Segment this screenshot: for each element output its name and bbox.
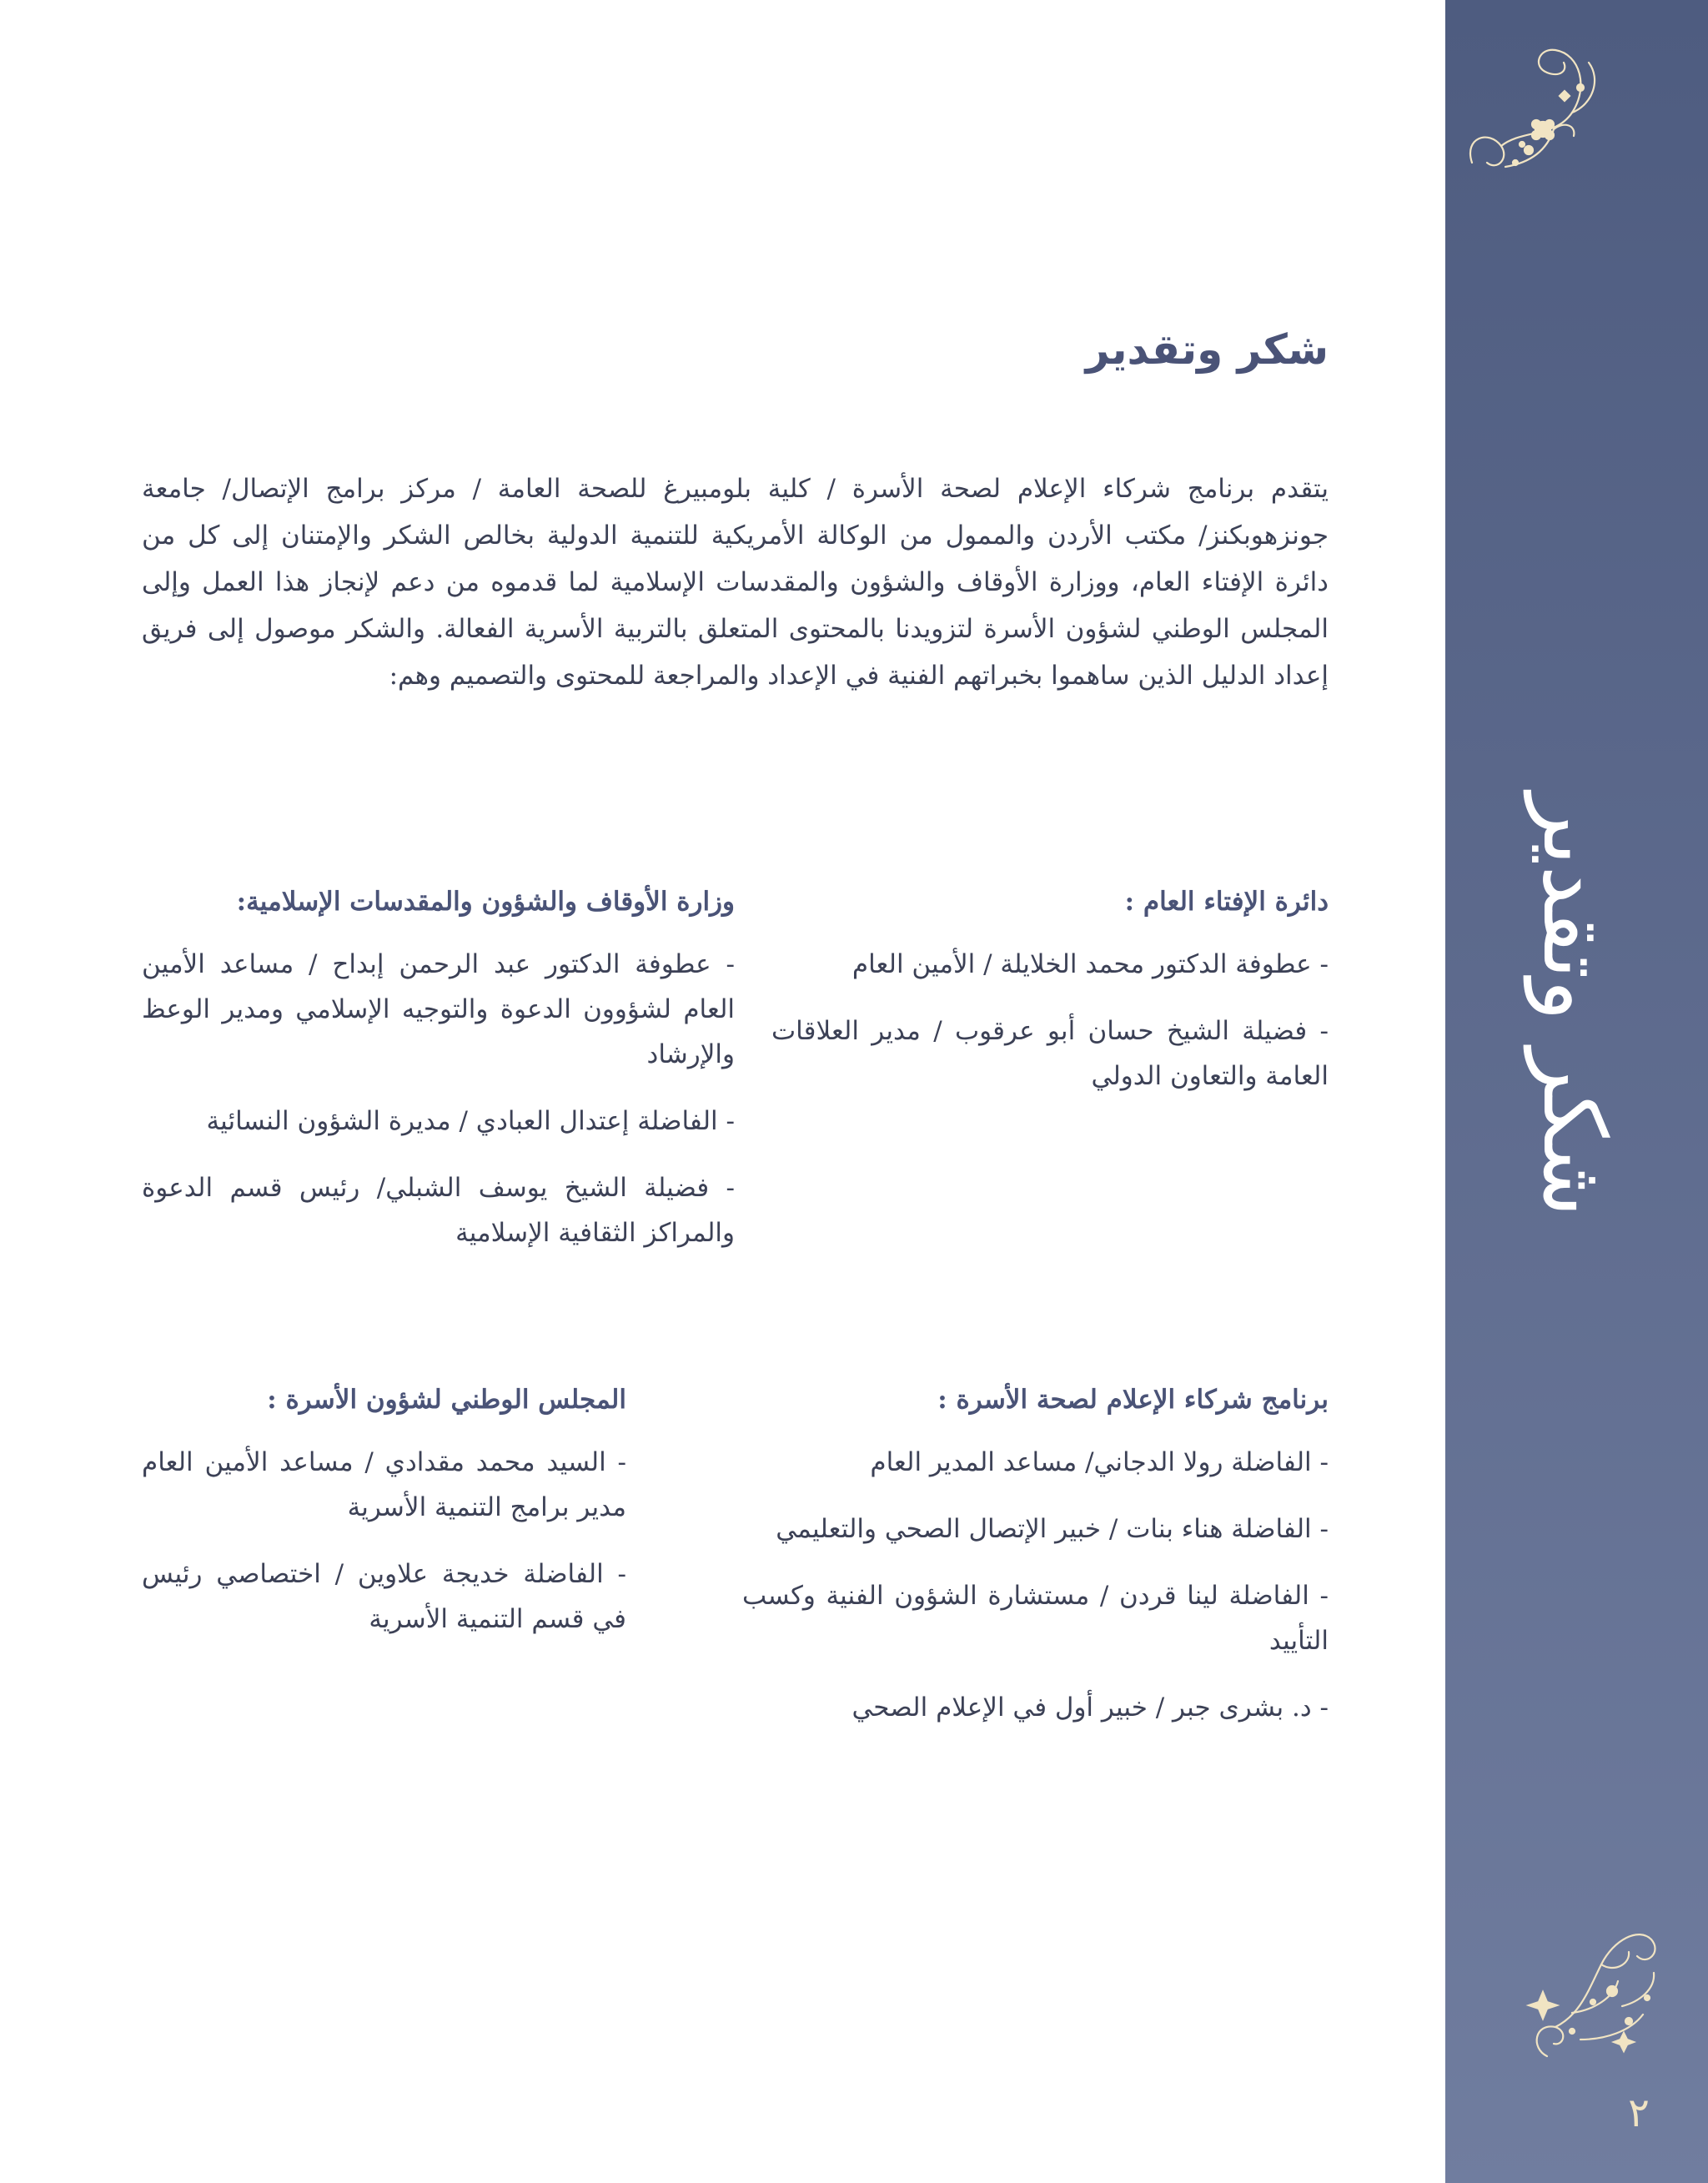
list-item: - الفاضلة هناء بنات / خبير الإتصال الصحي والتعليمي xyxy=(776,1514,1329,1544)
list-item: - الفاضلة خديجة علاوين / اختصاصي رئيس في قسم التنمية الأسرية xyxy=(142,1559,626,1634)
list-item: - السيد محمد مقدادي / مساعد الأمين العام مدير برامج التنمية الأسرية xyxy=(142,1447,626,1522)
list-item: - فضيلة الشيخ حسان أبو عرقوب / مدير العلاقات العامة والتعاون الدولي xyxy=(771,1016,1329,1091)
section-awqaf-ministry xyxy=(142,880,735,1277)
section-media-partners-program xyxy=(742,1378,1329,1752)
section-heading: دائرة الإفتاء العام : xyxy=(1124,887,1329,917)
section-heading: المجلس الوطني لشؤون الأسرة : xyxy=(267,1385,626,1415)
intro-paragraph: يتقدم برنامج شركاء الإعلام لصحة الأسرة / كلية بلومبيرغ للصحة العامة / مركز برامج الإتصال/ جامعة جونزهوبكنز/ مكتب الأردن والممول من الوكالة الأمريكية للتنمية الدولية بخالص الشكر والإمتنان إلى كل من دائرة الإفتاء العام، ووزارة الأوقاف والشؤون والمقدسات الإسلامية لما قدموه من دعم لإنجاز هذا العمل وإلى المجلس الوطني لشؤون الأسرة لتزويدنا بالمحتوى المتعلق بالتربية الأسرية الفعالة. والشكر موصول إلى فريق إعداد الدليل الذين ساهموا بخبراتهم الفنية في الإعداد والمراجعة للمحتوى والتصميم وهم: xyxy=(142,474,1329,691)
sidebar-vertical-title: شكر وتقدير xyxy=(1524,793,1625,1217)
floral-ornament-bottom-icon xyxy=(1522,1914,1668,2065)
page-number: ٢ xyxy=(1628,2090,1650,2136)
section-heading: وزارة الأوقاف والشؤون والمقدسات الإسلامية: xyxy=(236,887,735,917)
list-item: - د. بشرى جبر / خبير أول في الإعلام الصحي xyxy=(851,1693,1329,1723)
list-item: - فضيلة الشيخ يوسف الشبلي/ رئيس قسم الدعوة والمراكز الثقافية الإسلامية xyxy=(142,1173,735,1248)
floral-ornament-top-icon xyxy=(1455,38,1605,196)
section-family-affairs-council xyxy=(142,1378,626,1663)
list-item: - عطوفة الدكتور محمد الخلايلة / الأمين العام xyxy=(851,949,1329,979)
page-heading: شكر وتقدير xyxy=(1085,325,1329,374)
list-item: - الفاضلة إعتدال العبادي / مديرة الشؤون النسائية xyxy=(206,1106,735,1136)
list-item: - عطوفة الدكتور عبد الرحمن إبداح / مساعد الأمين العام لشؤوون الدعوة والتوجيه الإسلامي ومدير الوعظ والإرشاد xyxy=(142,949,735,1069)
section-ifta-department xyxy=(771,880,1329,1120)
section-heading: برنامج شركاء الإعلام لصحة الأسرة : xyxy=(937,1385,1329,1415)
list-item: - الفاضلة لينا قردن / مستشارة الشؤون الفنية وكسب التأييد xyxy=(742,1581,1329,1656)
list-item: - الفاضلة رولا الدجاني/ مساعد المدير العام xyxy=(870,1447,1329,1477)
